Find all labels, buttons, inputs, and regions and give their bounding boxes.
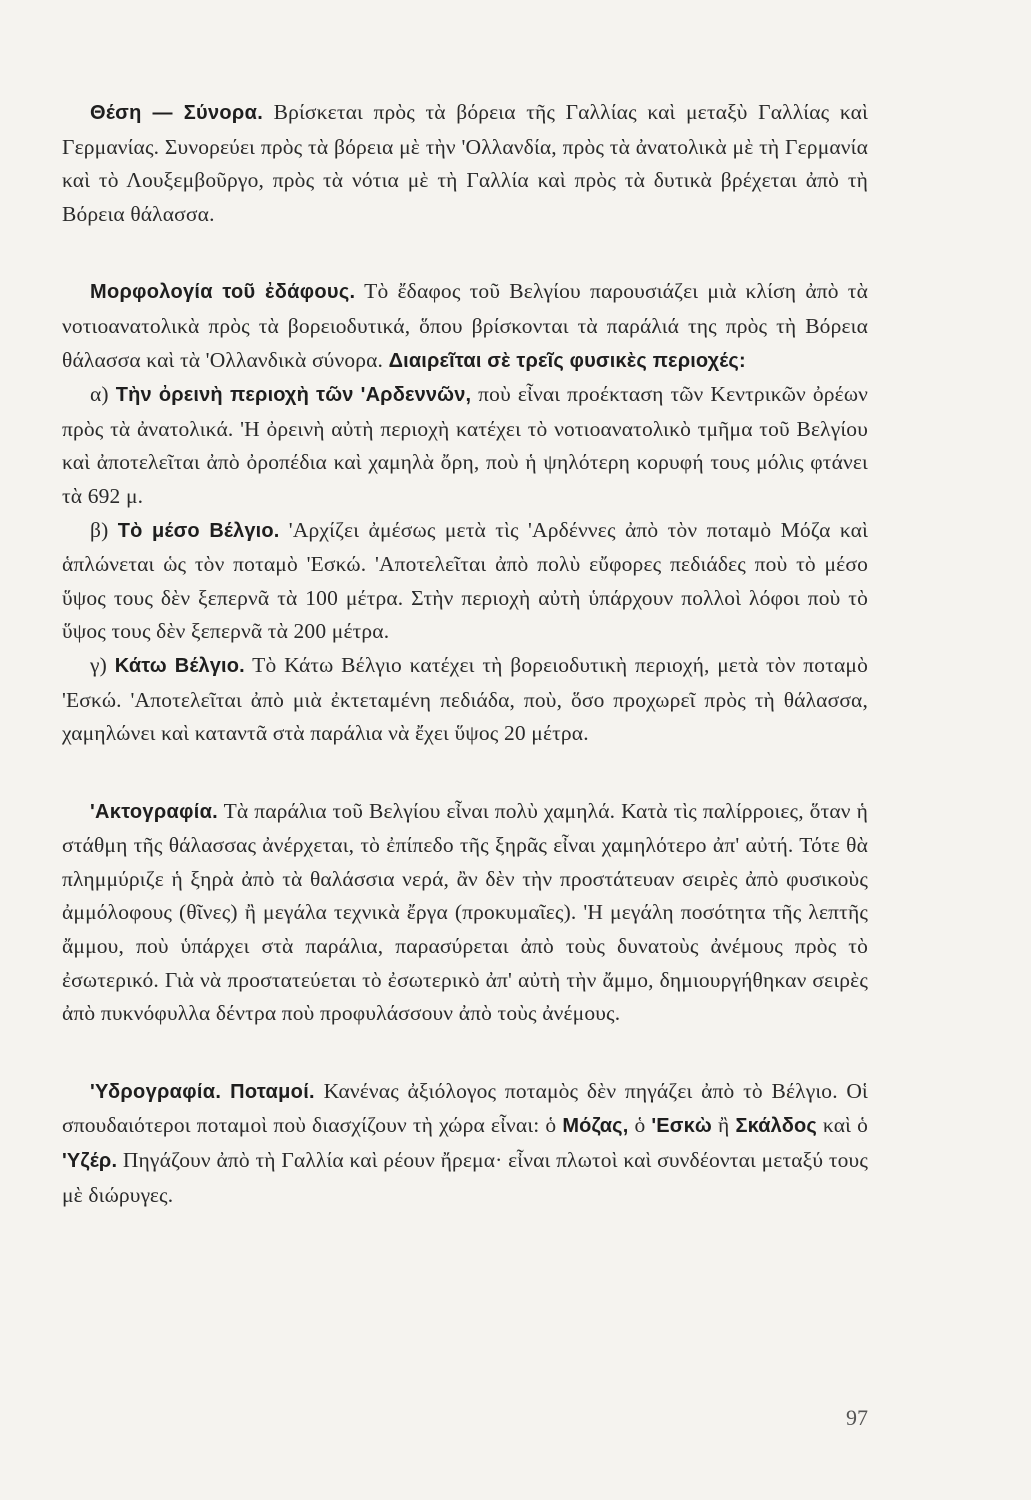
river-scheldt: Σκάλδος bbox=[735, 1115, 817, 1138]
region-text: ποὺ εἶναι προέκταση τῶν Κεντρικῶν ὀρέων πρὸς τὰ ἀνατολικά. 'Η ὀρεινὴ αὐτὴ περιοχὴ κατέχει τὸ νοτιοανατολικὸ τμῆμα τοῦ Βελγίου καὶ ἀποτελεῖται ἀπὸ ὀροπέδια καὶ χαμηλὰ ὄρη, ποὺ ἡ ψηλότερη κορυφή τους μόλις φτάνει τὰ 692 μ. bbox=[62, 382, 868, 508]
heading-position: Θέση — Σύνορα. bbox=[90, 102, 264, 124]
river-escaut: 'Εσκὼ bbox=[651, 1115, 712, 1138]
region-title: Κάτω Βέλγιο. bbox=[114, 654, 245, 677]
page-number: 97 bbox=[846, 1405, 868, 1430]
text-hydrography-2: ὁ bbox=[628, 1113, 652, 1138]
region-item bbox=[62, 378, 868, 513]
section-coastline bbox=[62, 795, 868, 1031]
region-title: Τὴν ὀρεινὴ περιοχὴ τῶν 'Αρδεννῶν, bbox=[115, 384, 472, 407]
section-position bbox=[62, 96, 868, 231]
region-marker: γ) bbox=[90, 652, 115, 677]
region-marker: α) bbox=[90, 382, 116, 407]
text-hydrography-4: καὶ ὁ bbox=[816, 1113, 868, 1138]
text-coastline: Τὰ παράλια τοῦ Βελγίου εἶναι πολὺ χαμηλά. Κατὰ τὶς παλίρροιες, ὅταν ἡ στάθμη τῆς θάλασσας ἀνέρχεται, τὸ ἐπίπεδο τῆς ξηρᾶς εἶναι χαμηλότερο ἀπ' αὐτή. Τότε θὰ πλημμύριζε ἡ ξηρὰ ἀπὸ τὰ θαλάσσια νερά, ἂν δὲν τὴν προστάτευαν σειρὲς ἀπὸ φυσικοὺς ἀμμόλοφους (θῖνες) ἢ μεγάλα τεχνικὰ ἔργα (προκυμαῖες). 'Η μεγάλη ποσότητα τῆς λεπτῆς ἄμμου, ποὺ ὑπάρχει στὰ παράλια, παρασύρεται ἀπὸ τοὺς δυνατοὺς ἀνέμους πρὸς τὸ ἐσωτερικό. Γιὰ νὰ προστατεύεται τὸ ἐσωτερικὸ ἀπ' αὐτὴ τὴν ἄμμο, δημιουργήθηκαν σειρὲς ἀπὸ πυκνόφυλλα δέντρα ποὺ προφυλάσσουν ἀπὸ τοὺς ἀνέμους. bbox=[62, 798, 868, 1026]
text-hydrography-1: Κανένας ἀξιόλογος ποταμὸς δὲν πηγάζει ἀπὸ τὸ Βέλγιο. Οἱ σπουδαιότεροι ποταμοὶ ποὺ διασχίζουν τὴ χώρα εἶναι: ὁ bbox=[62, 1078, 868, 1138]
text-hydrography-5: Πηγάζουν ἀπὸ τὴ Γαλλία καὶ ρέουν ἤρεμα· εἶναι πλωτοὶ καὶ συνδέονται μεταξύ τους μὲ διώρυγες. bbox=[62, 1148, 868, 1207]
region-item bbox=[62, 514, 868, 649]
text-position: Βρίσκεται πρὸς τὰ βόρεια τῆς Γαλλίας καὶ μεταξὺ Γαλλίας καὶ Γερμανίας. Συνορεύει πρὸς τὰ βόρεια μὲ τὴν 'Ολλανδία, πρὸς τὰ ἀνατολικὰ μὲ τὴ Γερμανία καὶ τὸ Λουξεμβοῦργο, πρὸς τὰ νότια μὲ τὴ Γαλλία καὶ πρὸς τὰ δυτικὰ βρέχεται ἀπὸ τὴ Βόρεια θάλασσα. bbox=[62, 100, 869, 226]
heading-morphology: Μορφολογία τοῦ ἐδάφους. bbox=[90, 281, 356, 304]
river-meuse: Μόζας, bbox=[562, 1115, 629, 1138]
text-hydrography-3: ἢ bbox=[711, 1113, 736, 1138]
region-item bbox=[62, 649, 868, 751]
heading-coastline: 'Ακτογραφία. bbox=[90, 800, 219, 823]
heading-hydrography: 'Υδρογραφία. Ποταμοί. bbox=[90, 1080, 315, 1103]
text-morphology: Τὸ ἔδαφος τοῦ Βελγίου παρουσιάζει μιὰ κλίση ἀπὸ τὰ νοτιοανατολικὰ πρὸς τὰ βορειοδυτικά, ὅπου βρίσκονται τὰ παράλιά της πρὸς τὴ Βόρεια θάλασσα καὶ τὰ 'Ολλανδικὰ σύνορα. bbox=[62, 279, 869, 372]
river-yser: 'Υζέρ. bbox=[62, 1150, 118, 1173]
region-text: 'Αρχίζει ἀμέσως μετὰ τὶς 'Αρδέννες ἀπὸ τὸν ποταμὸ Μόζα καὶ ἁπλώνεται ὡς τὸν ποταμὸ 'Εσκώ. 'Αποτελεῖται ἀπὸ πολὺ εὔφορες πεδιάδες ποὺ τὸ μέσο ὕψος τους δὲν ξεπερνᾶ τὰ 100 μέτρα. Στὴν περιοχὴ αὐτὴ ὑπάρχουν πολλοὶ λόφοι ποὺ τὸ ὕψος τους δὲν ξεπερνᾶ τὰ 200 μέτρα. bbox=[62, 517, 869, 644]
section-morphology bbox=[62, 275, 868, 378]
region-title: Τὸ μέσο Βέλγιο. bbox=[117, 519, 280, 542]
page-body bbox=[62, 96, 868, 1212]
section-hydrography bbox=[62, 1075, 868, 1212]
division-label: Διαιρεῖται σὲ τρεῖς φυσικὲς περιοχές: bbox=[388, 349, 746, 372]
region-text: Τὸ Κάτω Βέλγιο κατέχει τὴ βορειοδυτικὴ περιοχή, μετὰ τὸν ποταμὸ 'Εσκώ. 'Αποτελεῖται ἀπὸ μιὰ ἐκτεταμένη πεδιάδα, ποὺ, ὅσο προχωρεῖ πρὸς τὴ θάλασσα, χαμηλώνει καὶ καταντᾶ στὰ παράλια νὰ ἔχει ὕψος 20 μέτρα. bbox=[62, 652, 868, 746]
region-marker: β) bbox=[90, 517, 118, 542]
